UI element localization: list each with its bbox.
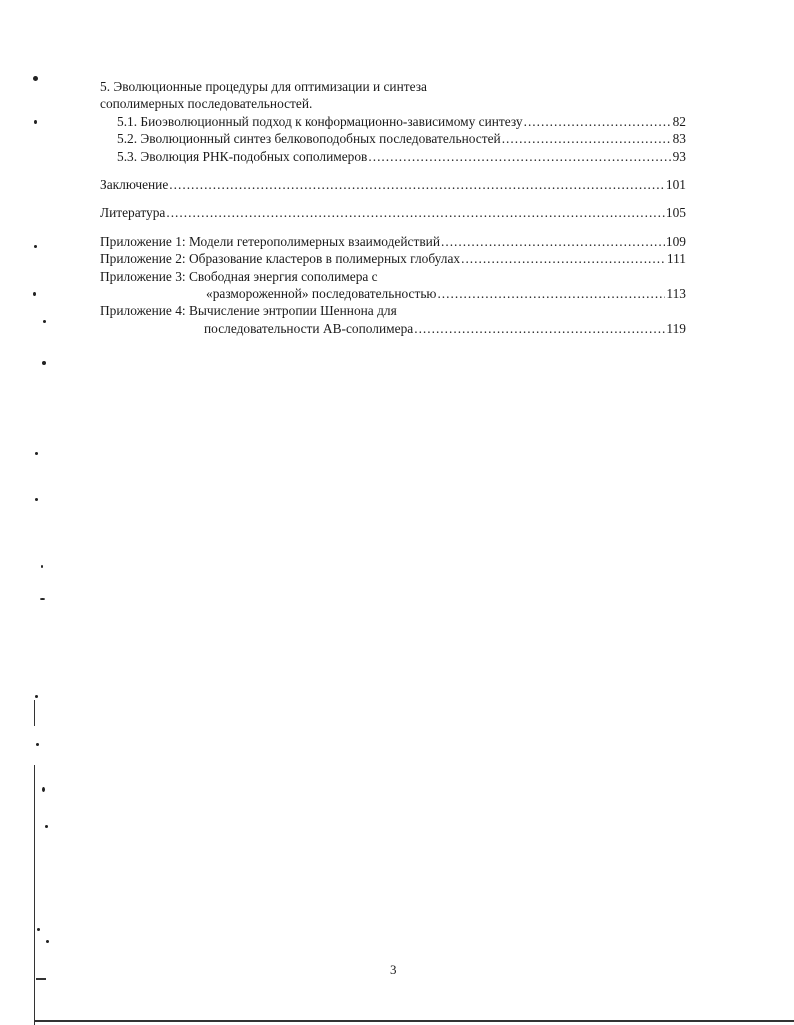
toc-entry-page: 111 — [666, 251, 686, 267]
section5-title-line2: сополимерных последовательностей. — [100, 96, 313, 112]
toc-entry-page: 109 — [665, 233, 686, 249]
toc-entry-page: 119 — [666, 320, 686, 336]
toc-entry-appendix-3 — [100, 285, 686, 302]
scan-speck — [33, 292, 36, 296]
leader-dots — [502, 130, 672, 147]
toc-entry-page: 101 — [665, 176, 686, 192]
toc-entry-label: 5.2. Эволюционный синтез белковоподобных последовательностей — [117, 131, 501, 147]
leader-dots — [524, 113, 672, 130]
scan-speck — [34, 120, 37, 124]
toc-entry-5-3 — [100, 148, 686, 165]
toc-entry-label: Приложение 2: Образование кластеров в полимерных глобулах — [100, 251, 461, 267]
toc-entry-label: Заключение — [100, 176, 169, 192]
leader-dots — [461, 250, 666, 267]
scan-edge-line — [34, 700, 35, 726]
toc-entry-5-2 — [100, 130, 686, 147]
page-number: 3 — [390, 962, 397, 977]
scan-edge-line — [34, 765, 35, 1025]
toc-entry-label: Приложение 1: Модели гетерополимерных взаимодействий — [100, 233, 440, 249]
toc-entry-label: «размороженной» последовательностью — [206, 285, 437, 301]
scan-speck — [43, 320, 46, 323]
scan-edge-line — [36, 978, 46, 980]
scan-speck — [36, 743, 39, 746]
scan-edge-line — [34, 1020, 794, 1022]
toc-entry-page: 113 — [666, 285, 686, 301]
leader-dots — [437, 285, 665, 302]
table-of-contents — [100, 78, 686, 337]
scan-speck — [34, 245, 37, 248]
toc-entry-conclusion — [100, 176, 686, 193]
leader-dots — [169, 176, 665, 193]
toc-entry-appendix-4 — [100, 320, 686, 337]
leader-dots — [414, 320, 665, 337]
toc-entry-5-1 — [100, 113, 686, 130]
scan-speck — [45, 825, 48, 828]
toc-entry-appendix-4-line1: Приложение 4: Вычисление энтропии Шеннона для — [100, 303, 397, 319]
scan-speck — [37, 928, 40, 931]
toc-entry-literature — [100, 204, 686, 221]
toc-entry-page: 82 — [672, 113, 686, 129]
toc-entry-page: 105 — [665, 205, 686, 221]
leader-dots — [441, 233, 665, 250]
scan-speck — [41, 565, 43, 568]
toc-entry-appendix-1 — [100, 233, 686, 250]
toc-entry-label: Литература — [100, 205, 166, 221]
scan-speck — [35, 452, 38, 455]
scan-speck — [42, 787, 45, 792]
scan-speck — [46, 940, 49, 943]
scan-speck — [33, 76, 38, 81]
scan-speck — [42, 361, 46, 365]
toc-entry-label: последовательности АВ-сополимера — [204, 320, 414, 336]
scan-speck — [40, 598, 45, 600]
toc-entry-appendix-2 — [100, 250, 686, 267]
toc-entry-appendix-3-line1: Приложение 3: Свободная энергия сополимера с — [100, 268, 378, 284]
toc-entry-label: 5.1. Биоэволюционный подход к конформационно-зависимому синтезу — [117, 113, 523, 129]
toc-entry-label: 5.3. Эволюция РНК-подобных сополимеров — [117, 148, 368, 164]
leader-dots — [368, 148, 671, 165]
scan-speck — [35, 498, 38, 501]
leader-dots — [166, 204, 665, 221]
toc-entry-page: 83 — [672, 131, 686, 147]
section5-title-line1: 5. Эволюционные процедуры для оптимизации и синтеза — [100, 79, 427, 94]
toc-entry-page: 93 — [672, 148, 686, 164]
scan-speck — [35, 695, 38, 698]
